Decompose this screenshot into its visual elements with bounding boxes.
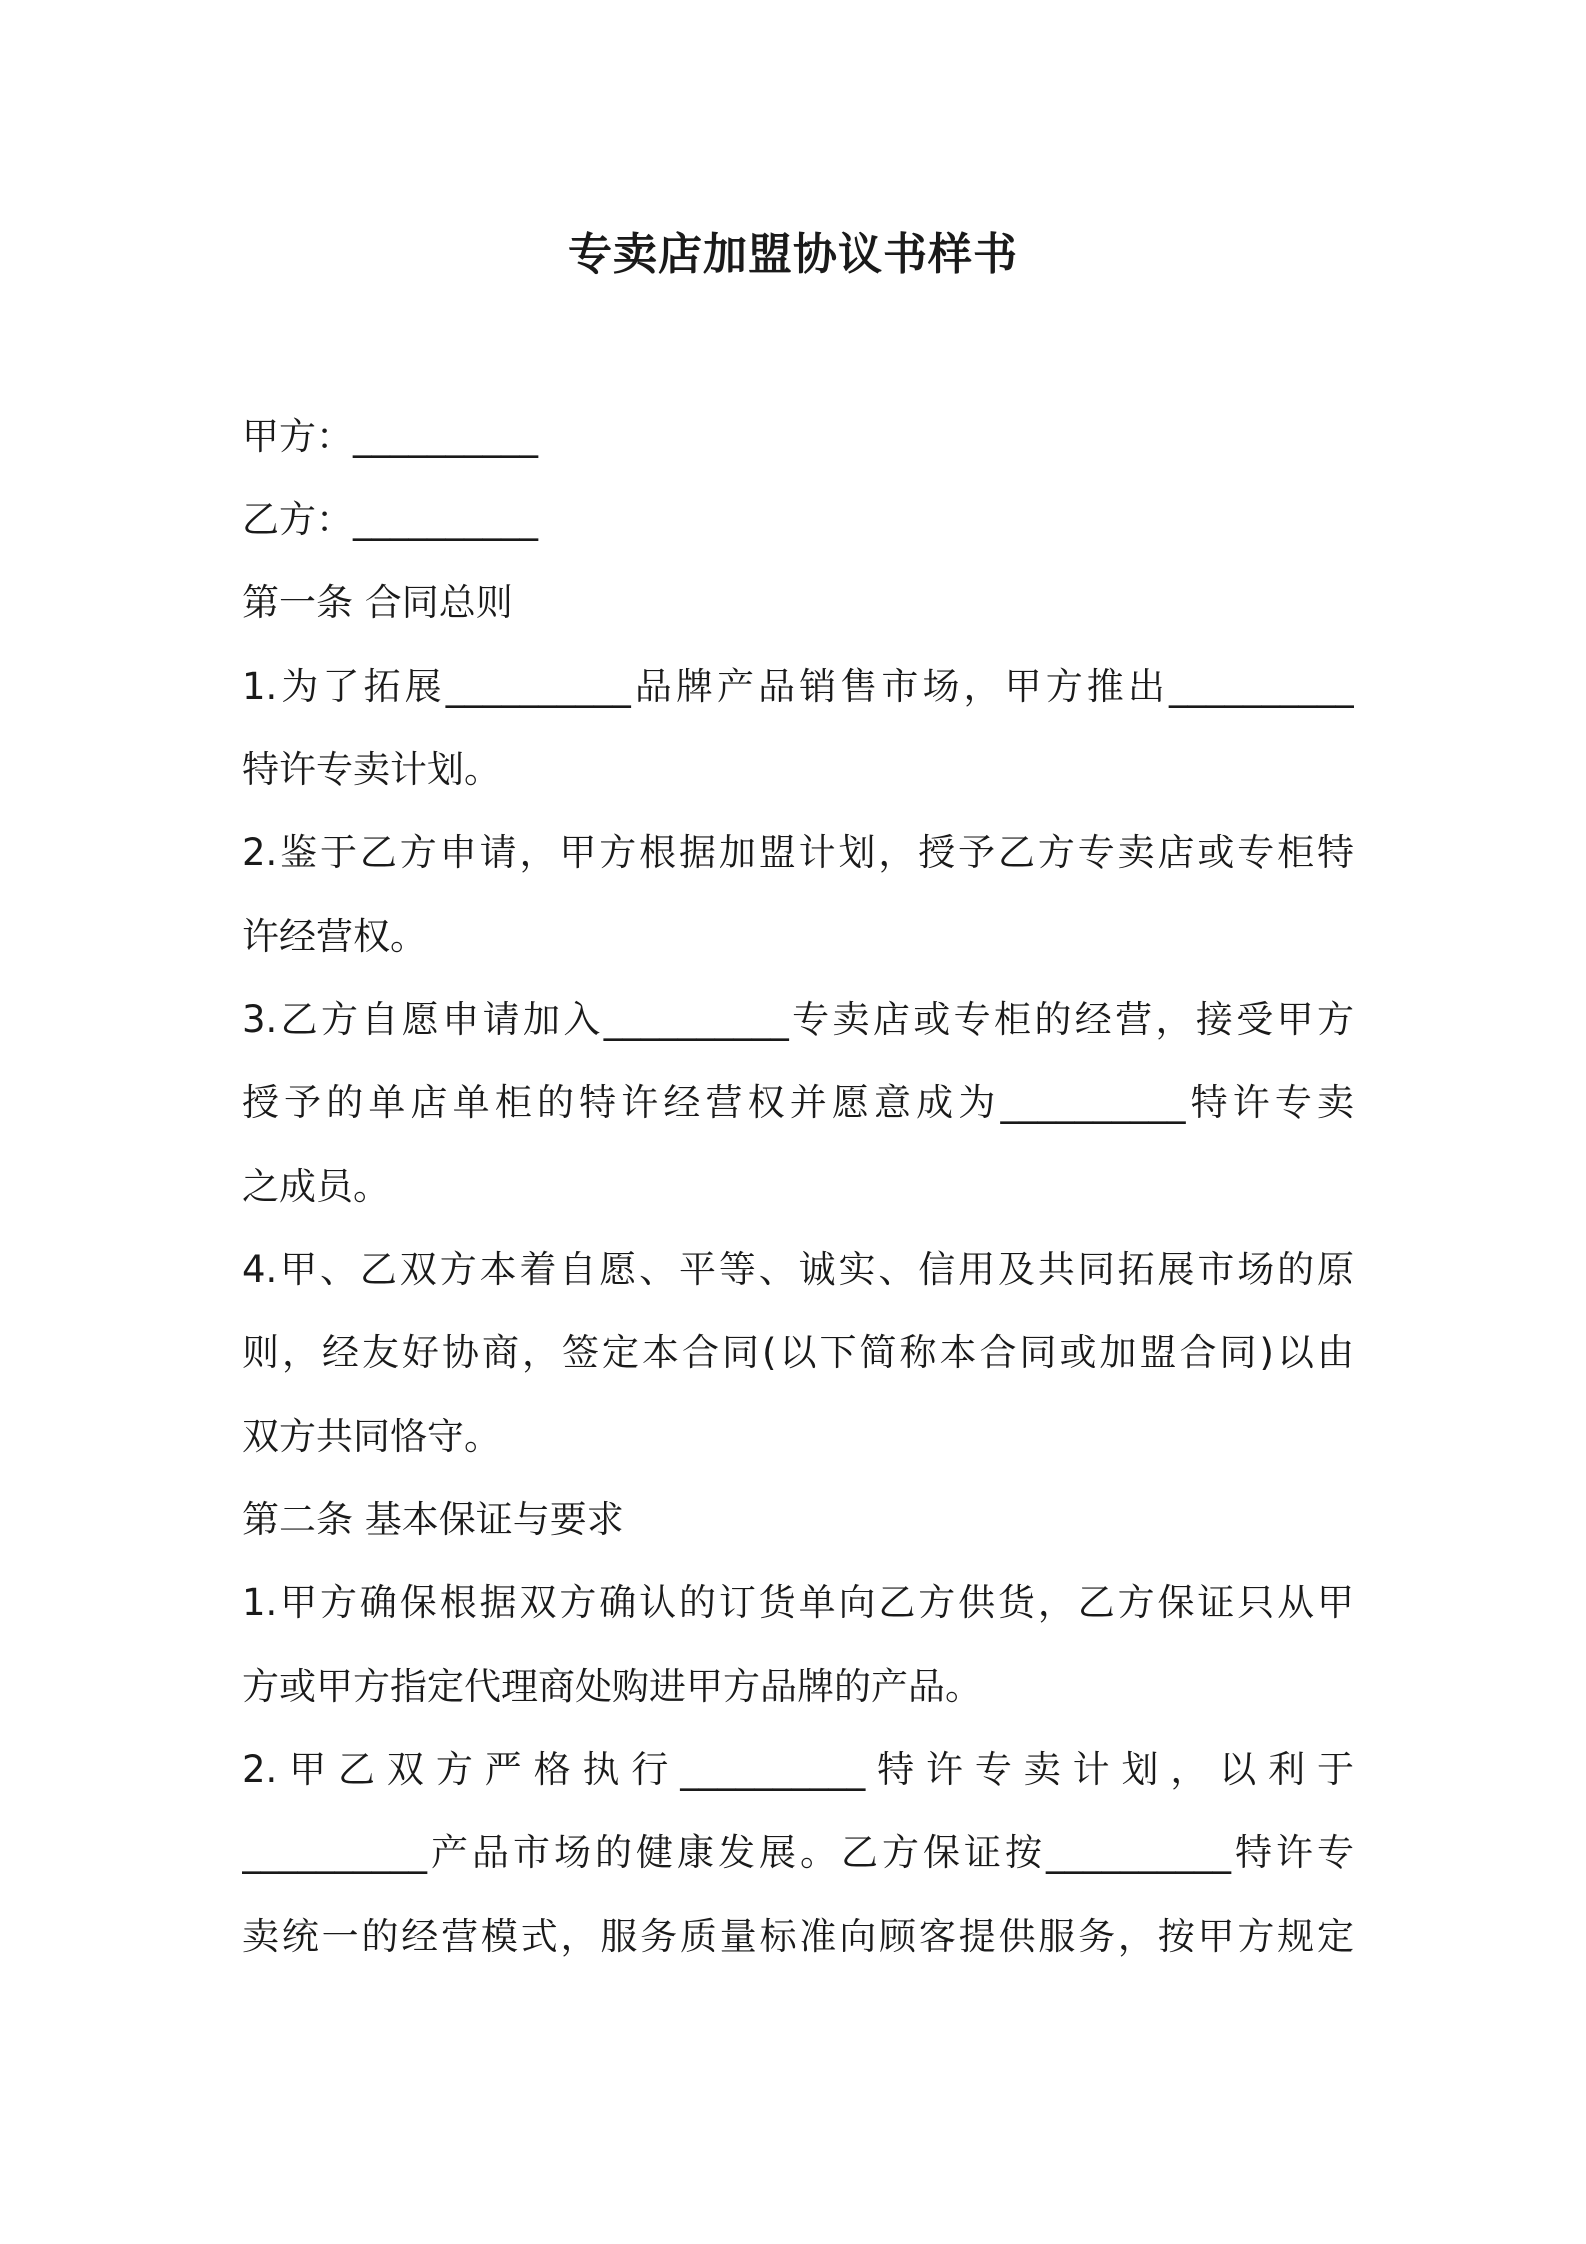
paragraph-line: 2.鉴于乙方申请，甲方根据加盟计划，授予乙方专卖店或专柜特 <box>242 831 1354 874</box>
paragraph-line: 则，经友好协商，签定本合同(以下简称本合同或加盟合同)以由 <box>242 1331 1354 1374</box>
article-1-heading: 第一条 合同总则 <box>242 581 513 624</box>
paragraph-line: 3.乙方自愿申请加入__________专卖店或专柜的经营，接受甲方 <box>242 998 1354 1041</box>
paragraph-line: 卖统一的经营模式，服务质量标准向顾客提供服务，按甲方规定 <box>242 1915 1354 1958</box>
paragraph-line: 2.甲乙双方严格执行__________特许专卖计划，以利于 <box>242 1748 1354 1791</box>
paragraph-line: 4.甲、乙双方本着自愿、平等、诚实、信用及共同拓展市场的原 <box>242 1248 1354 1291</box>
party-a-line: 甲方：__________ <box>242 415 538 458</box>
paragraph-line: __________产品市场的健康发展。乙方保证按__________特许专 <box>242 1831 1354 1874</box>
paragraph-line: 1.甲方确保根据双方确认的订货单向乙方供货，乙方保证只从甲 <box>242 1581 1354 1624</box>
party-b-line: 乙方：__________ <box>242 498 538 541</box>
document-title: 专卖店加盟协议书样书 <box>568 229 1018 280</box>
paragraph-line: 授予的单店单柜的特许经营权并愿意成为__________特许专卖 <box>242 1081 1354 1124</box>
paragraph-line: 之成员。 <box>242 1165 390 1208</box>
paragraph-line: 特许专卖计划。 <box>242 748 501 791</box>
paragraph-line: 1.为了拓展__________品牌产品销售市场，甲方推出__________ <box>242 665 1354 708</box>
article-2-heading: 第二条 基本保证与要求 <box>242 1498 624 1541</box>
paragraph-line: 许经营权。 <box>242 915 427 958</box>
paragraph-line: 双方共同恪守。 <box>242 1415 501 1458</box>
paragraph-line: 方或甲方指定代理商处购进甲方品牌的产品。 <box>242 1665 982 1708</box>
